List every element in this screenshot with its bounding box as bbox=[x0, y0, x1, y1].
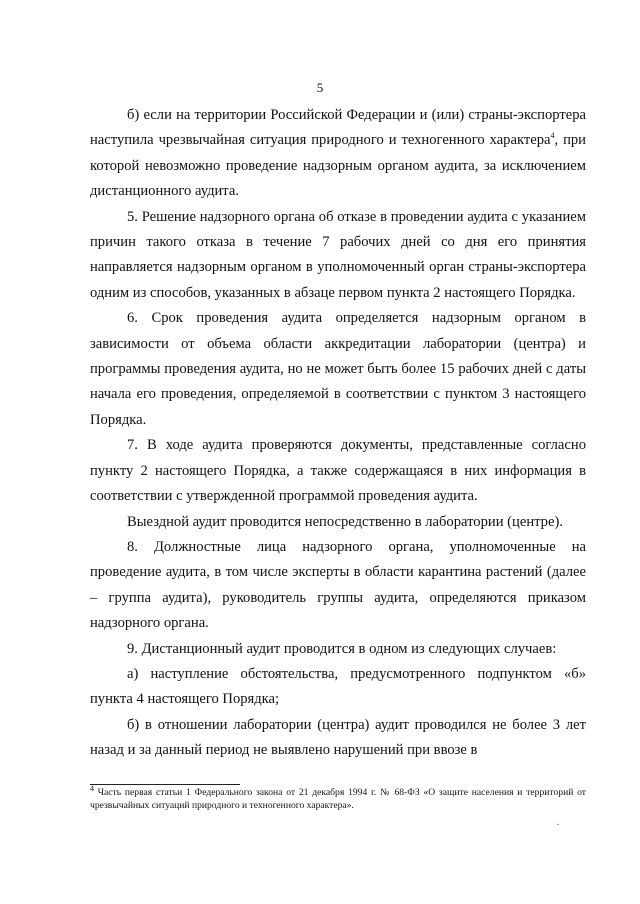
paragraph-text: б) если на территории Российской Федерации и (или) страны-экспортера наступила чрезвычайная ситуация природного и техногенного характера bbox=[90, 107, 586, 149]
paragraph-4b bbox=[90, 103, 586, 205]
paragraph-9b: б) в отношении лаборатории (центра) аудит проводился не более 3 лет назад и за данный период не выявлено нарушений при ввозе в bbox=[90, 716, 586, 759]
footnote-ref: 4 bbox=[550, 131, 555, 141]
footnote-separator bbox=[90, 784, 240, 785]
body-text bbox=[90, 103, 586, 764]
paragraph-7: 7. В ходе аудита проверяются документы, представленные согласно пункту 2 настоящего Порядка, а также содержащаяся в них информация в соответствии с утвержденной программой проведения аудита. bbox=[90, 437, 586, 505]
paragraph-9a: а) наступление обстоятельства, предусмотренного подпунктом «б» пункта 4 настоящего Порядка; bbox=[90, 665, 586, 708]
footnote-marker: 4 bbox=[90, 783, 94, 793]
footnote-text: Часть первая статьи 1 Федерального закона от 21 декабря 1994 г. № 68-ФЗ «О защите населения и территорий от чрезвычайных ситуаций природного и техногенного характера». bbox=[90, 787, 586, 811]
paragraph-9: 9. Дистанционный аудит проводится в одном из следующих случаев: bbox=[127, 640, 557, 657]
footnote bbox=[90, 783, 586, 812]
paragraph-onsite-audit: Выездной аудит проводится непосредственно в лаборатории (центре). bbox=[127, 513, 563, 530]
paragraph-5: 5. Решение надзорного органа об отказе в проведении аудита с указанием причин такого отказа в течение 7 рабочих дней со дня его принятия направляется надзорным органом в уполномоченный орган страны-экспортера одним из способов, указанных в абзаце первом пункта 2 настоящего Порядка. bbox=[90, 208, 586, 301]
scan-mark: · bbox=[556, 817, 560, 831]
paragraph-6: 6. Срок проведения аудита определяется надзорным органом в зависимости от объема области аккредитации лаборатории (центра) и программы проведения аудита, но не может быть более 15 рабочих дней с даты начала его проведения, определяемой в соответствии с пунктом 3 настоящего Порядка. bbox=[90, 310, 586, 428]
paragraph-8: 8. Должностные лица надзорного органа, уполномоченные на проведение аудита, в том числе эксперты в области карантина растений (далее – группа аудита), руководитель группы аудита, определяются приказом надзорного органа. bbox=[90, 538, 586, 632]
paragraph-text-tail: , при которой невозможно проведение надзорным органом аудита, за исключением дистанционного аудита. bbox=[90, 132, 586, 200]
page-number: 5 bbox=[316, 80, 324, 95]
